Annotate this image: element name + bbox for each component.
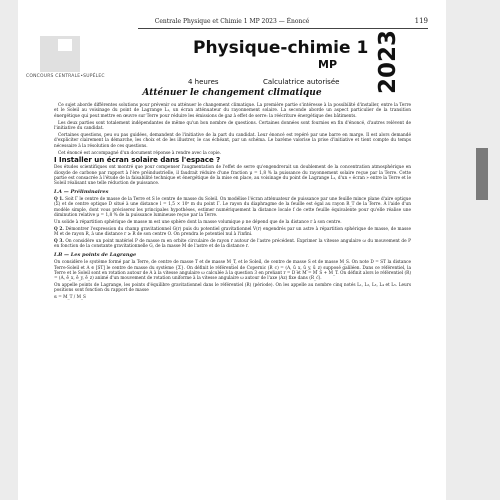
question-text: On considère un point matériel P de masse m en orbite circulaire de rayon r autour de l'astre précédent. Exprimer la vitesse angulaire ω du mouvement de P en fonction de la constante gravitationnelle G, de la masse M de l'astre et de la distance r. — [54, 239, 411, 250]
logo-text: CONCOURS CENTRALE•SUPÉLEC — [26, 74, 105, 79]
question-label: Q 3. — [54, 239, 64, 245]
chapter-tab-marker — [476, 148, 488, 200]
subsection-paragraph: On appelle points de Lagrange, les points d'équilibre gravitationnel dans le référentiel (R) (période). On les appelle au nombre cinq notés L₁, L₂, L₃, L₄ et L₅. Leurs positions sont fonction du rapport de masse — [54, 283, 411, 294]
logo-mark-inner — [58, 39, 72, 51]
section-paragraph: Des études scientifiques ont montré que pour compenser l'augmentation de l'effet de serre qu'engendrerait un doublement de la concentration atmosphérique en dioxyde de carbone par rapport à l'ère préindustrielle, il faudrait réduire d'une fraction μ = 1,8 % la puissance du rayonnement solaire reçue par la Terre. Cette partie est consacrée à l'étude de la faisabilité technique et énergétique de la mise en place, au voisinage du point de Lagrange L₁, d'un « écran » entre la Terre et le Soleil réalisant une telle réduction de puissance. — [54, 165, 411, 187]
exam-duration: 4 heures — [188, 78, 219, 86]
question-1 — [54, 197, 411, 218]
intro-paragraph: Les deux parties sont totalement indépendantes de même qu'un bon nombre de questions. Certaines données sont fournies en fin d'énoncé, d'autres relèvent de l'initiative du candidat. — [54, 120, 411, 131]
exam-year-text: 2023 — [375, 29, 402, 95]
subsection-paragraph: On considère le système formé par la Terre, de centre de masse T et de masse M_T, et le Soleil, de centre de masse S et de masse M_S. On note D = ST la distance Terre-Soleil et A ∈ [ST] le centre de masse du système {Σ}. On définit le référentiel de Copernic (R_c) = (A, ū_x, ū_y, ū_z) supposé galiléen. Dans ce référentiel, la Terre et le Soleil sont en rotation autour de A à la vitesse angulaire ω calculée à la question 3 en prenant r = D et M = M_S + M_T. On définit alors le référentiel (R) = (A, ē_x, ē_y, ē_z) animé d'un mouvement de rotation uniforme à la vitesse angulaire ω autour de l'axe (Az) fixe dans (R_c). — [54, 260, 411, 282]
calculator-note: Calculatrice autorisée — [263, 78, 340, 86]
question-label: Q 2. — [54, 226, 64, 232]
intro-paragraph: Cet énoncé est accompagné d'un document réponse à rendre avec la copie. — [58, 150, 221, 156]
section-heading: I Installer un écran solaire dans l'espace ? — [54, 155, 221, 164]
exam-title: Physique-chimie 1 — [193, 38, 369, 58]
document-body — [54, 103, 411, 302]
definition-paragraph: Un solide à répartition sphérique de masse m est une sphère dont la masse volumique ρ ne dépend que de la distance r à son centre. — [54, 219, 342, 225]
question-3 — [54, 239, 411, 250]
running-title: Centrale Physique et Chimie 1 MP 2023 — Énoncé — [154, 18, 310, 25]
running-header — [18, 15, 446, 29]
exam-track: MP — [318, 58, 338, 71]
page-number: 119 — [414, 17, 428, 25]
subsection-heading: I.B — Les points de Lagrange — [54, 251, 137, 258]
exam-subtitle: Atténuer le changement climatique — [142, 88, 322, 98]
intro-paragraph: Certaines questions, peu ou pas guidées, demandent de l'initiative de la part du candidat. Leur énoncé est repéré par une barre en marge. Il est alors demandé d'expliciter clairement la démarche, les choix et de les illustrer, le cas échéant, par un schéma. Le barème valorise la prise d'initiative et tient compte du temps nécessaire à la résolution de ces questions. — [54, 132, 411, 149]
document-page — [18, 0, 446, 500]
mass-ratio-formula: α = M_T / M_S — [54, 295, 86, 301]
exam-year — [362, 29, 404, 95]
question-text: Soit Γ le centre de masse de la Terre et S le centre de masse du Soleil. On modélise l'écran atténuateur de puissance par une feuille mince plane d'aire optique (Σ) et de centre optique D situé à une distance l = 1,5 × 10⁹ m du point Γ. Le rayon du diaphragme de la feuille est égal au rayon R_T de la Terre. À l'aide d'un modèle simple, dont vous préciserez les principales hypothèses, estimer numériquement la distance locale f de cette feuille équivalente pour qu'elle réalise une diminution relative μ = 1,8 % de la puissance lumineuse reçue par la Terre. — [54, 196, 411, 218]
concours-logo — [26, 32, 112, 82]
intro-paragraph: Ce sujet aborde différentes solutions pour prévenir ou atténuer le changement climatique. La première partie s'intéresse à la possibilité d'installer, entre la Terre et le Soleil au voisinage du point de Lagrange L₁, un écran atténuateur du rayonnement solaire. La seconde aborde un aspect particulier de la transition énergétique qui peut mettre en œuvre sur Terre pour réduire les émissions de gaz à effet de serre: la réécriture énergétique des bâtiments. — [54, 103, 411, 119]
question-text: Démontrer l'expression du champ gravitationnel G(r) puis du potentiel gravitationnel V(r) engendrés par un astre à répartition sphérique de masse, de masse M et de rayon R, à une distance r ≥ R de son centre O. On prendra le potentiel nul à l'infini. — [54, 226, 411, 238]
subsection-heading: I.A — Préliminaires — [54, 188, 109, 195]
question-label: Q 1. — [54, 196, 64, 202]
header-rule — [138, 28, 428, 29]
question-2 — [54, 227, 411, 238]
